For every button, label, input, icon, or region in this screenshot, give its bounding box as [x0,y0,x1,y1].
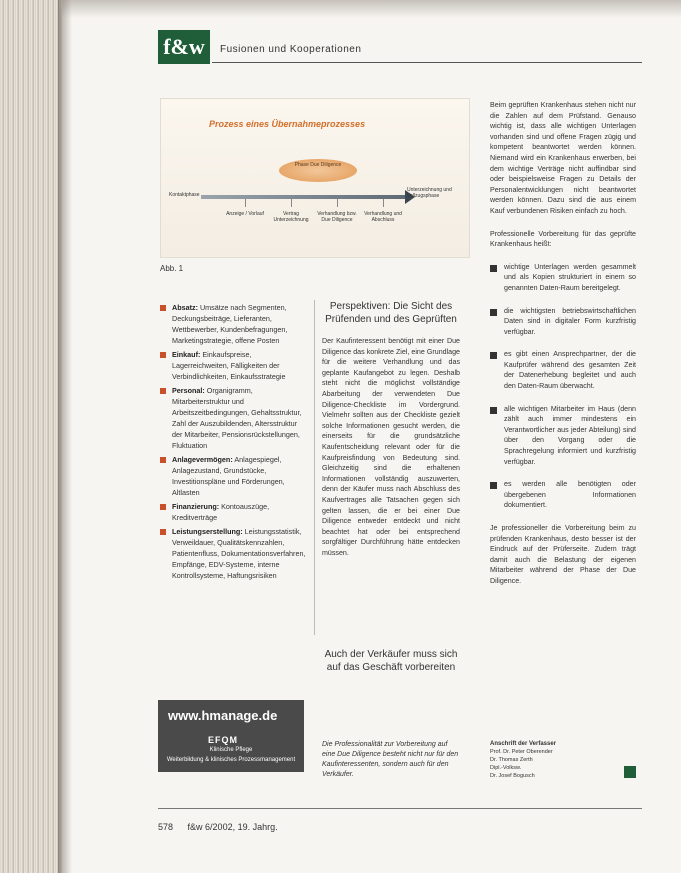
list-item [160,385,308,451]
footer-rule [158,808,642,809]
author-line: Prof. Dr. Peter Oberender [490,749,553,755]
list-item: die wichtigsten betriebswirtschaftlichen Daten sind in digitaler Form kurzfristig verfügbar. [490,306,636,338]
body-paragraph: Je professioneller die Vorbereitung beim zu prüfenden Krankenhaus, desto besser ist der Eindruck auf der Prüferseite. Zudem trägt damit auch die Belastung der eigenen Mitarbeiter während der Phase der Due Diligence. [490,524,636,585]
list-item-text: Anlagespiegel, Anlagezustand, Grundstücke, Investitionspläne und Förderungen, Altlasten [172,455,285,497]
author-block [490,740,600,780]
ad-url[interactable]: www.hmanage.de [168,708,278,723]
list-item-head: Personal: [172,386,205,395]
list-item-text: Leistungsstatistik, Verweildauer, Qualitätskennzahlen, Patientenfluss, Dokumentationsverfahren, Empfänge, EDV-Systeme, interne Kontrollsysteme, Haftungsrisiken [172,527,306,580]
section-title: Fusionen und Kooperationen [220,44,362,55]
gutter-shadow [58,0,72,873]
author-title: Anschrift der Verfasser [490,741,557,747]
body-paragraph: Die Professionalität zur Vorbereitung auf eine Due Diligence besteht nicht nur für den Kaufinteressenten, sondern auch für den Verkäufer. [322,741,459,778]
list-item-head: Anlagevermögen: [172,455,233,464]
body-paragraph: Beim geprüften Krankenhaus stehen nicht nur die Zahlen auf dem Prüfstand. Genauso wichtig ist, dass alle wichtigen Unterlagen vorhanden sind und offene Fragen zügig und kompetent beantwortet werden können. Niemand wird ein Krankenhaus erwerben, bei dem wichtige Verträge nicht auffindbar sind oder beispielsweise Fragen zu Details der Personalentwicklungen nicht beantwortet werden können. Dazu sind die aus einem Kauf verbundenen Risiken einfach zu hoch. [490,101,636,215]
figure-right-label: Unterzeichnung und Vollzugsphase [407,187,452,199]
author-line: Dr. Josef Bogusch [490,773,535,779]
list-item [160,349,308,382]
list-item [160,501,308,523]
middle-column [322,300,460,558]
figure-title: Prozess eines Übernahmeprozesses [209,119,366,129]
journal-logo: f&w [158,30,210,64]
process-figure [160,98,470,258]
list-item: alle wichtigen Mitarbeiter im Haus (denn zählt auch immer mindestens ein Verantwortlicher aus jeder Abteilung) sind über den Vorgang oder die Sprachregelung informiert und kurzfristig verfügbar. [490,404,636,468]
list-item [160,526,308,581]
footer [158,822,278,832]
figure-step: Anzeige / Vorlauf [226,211,264,217]
book-edge [0,0,62,873]
list-item: es werden alle benötigten oder übergebenen Informationen dokumentiert. [490,479,636,511]
body-paragraph: Der Kaufinteressent benötigt mit einer Due Diligence das konkrete Ziel, eine Grundlage für die weitere Verhandlung und das geplante Kaufangebot zu legen. Deshalb steht nicht die möglichst vollständige Abarbeitung der verwendeten Due Diligence-Checkliste im Vordergrund. Vielmehr sollten aus der Checkliste gezielt solche Informationen gesucht werden, die einerseits für die grundsätzliche Kaufentscheidung relevant oder für die Kaufpreisfindung von Bedeutung sind. Gleichzeitig sind die erhaltenen Informationen vollständig auszuwerten, denn der Käufer muss nach Abschluss des Kaufvertrages alle Tatsachen gegen sich gelten lassen, die er bei einer Due Diligence entweder entdeckt und nicht beachtet hat oder bei entsprechend sorgfältiger Durchführung hätte entdecken müssen. [322,337,460,557]
column-divider [314,300,315,635]
figure-ellipse: Phase Due Diligence [279,159,357,182]
advertisement[interactable] [158,700,304,772]
list-item: es gibt einen Ansprechpartner, der die Kaufprüfer während des gesamten Zeit der Datenerhebung begleitet und auch den Daten-Raum überwacht. [490,349,636,391]
list-item [160,302,308,346]
list-item-head: Absatz: [172,303,198,312]
figure-step: Verhandlung und Abschluss [364,211,402,223]
list-item-head: Einkauf: [172,350,201,359]
timeline-tick [245,199,246,207]
body-paragraph: Professionelle Vorbereitung für das geprüfte Krankenhaus heißt: [490,229,636,249]
figure-caption: Abb. 1 [160,264,184,273]
timeline-arrow [201,195,407,199]
list-item: wichtige Unterlagen werden gesammelt und als Kopien strukturiert in einem so genannten Daten-Raum bereitgelegt. [490,262,636,294]
list-item-text: Einkaufspreise, Lagerreichweiten, Fälligkeiten der Verbindlichkeiten, Einkaufsstrategie [172,350,286,381]
figure-left-label: Kontaktphase [169,192,200,198]
ad-line: Weiterbildung & klinisches Prozessmanagement [166,757,296,763]
list-item-head: Leistungserstellung: [172,527,243,536]
page-number: 578 [158,822,174,832]
list-item-text: Organigramm, Mitarbeiterstruktur und Arbeitszeitbedingungen, Gehaltsstruktur, Zahl der Auszubildenden, Altersstruktur der Mitarbeiter, Pensionsrückstellungen, Fluktuation [172,386,302,450]
right-column [490,100,636,599]
ad-line: Klinische Pflege [209,747,253,753]
header-rule [212,62,642,63]
end-mark-icon [624,766,636,778]
list-item-text: Umsätze nach Segmenten, Deckungsbeiträge, Lieferanten, Wettbewerber, Kundenbefragungen, Marketingstrategie, offene Posten [172,303,288,345]
ad-logo: EFQM [208,735,238,745]
timeline-tick [291,199,292,207]
timeline-tick [383,199,384,207]
section-heading: Auch der Verkäufer muss sich auf das Geschäft vorbereiten [324,649,458,673]
top-shade [62,0,681,18]
section-heading: Perspektiven: Die Sicht des Prüfenden und des Geprüften [325,301,457,325]
list-item-head: Finanzierung: [172,502,220,511]
author-line: Dipl.-Volksw. [490,765,522,771]
figure-step: Vertrag Unterzeichnung [273,211,309,223]
journal-issue: f&w 6/2002, 19. Jahrg. [187,822,278,832]
list-item [160,454,308,498]
timeline-tick [337,199,338,207]
author-line: Dr. Thomas Zerth [490,757,533,763]
list-item-text: Kontoauszüge, Kreditverträge [172,502,270,522]
checklist-column [160,302,308,584]
figure-step: Verhandlung bzw. Due Diligence [317,211,357,223]
